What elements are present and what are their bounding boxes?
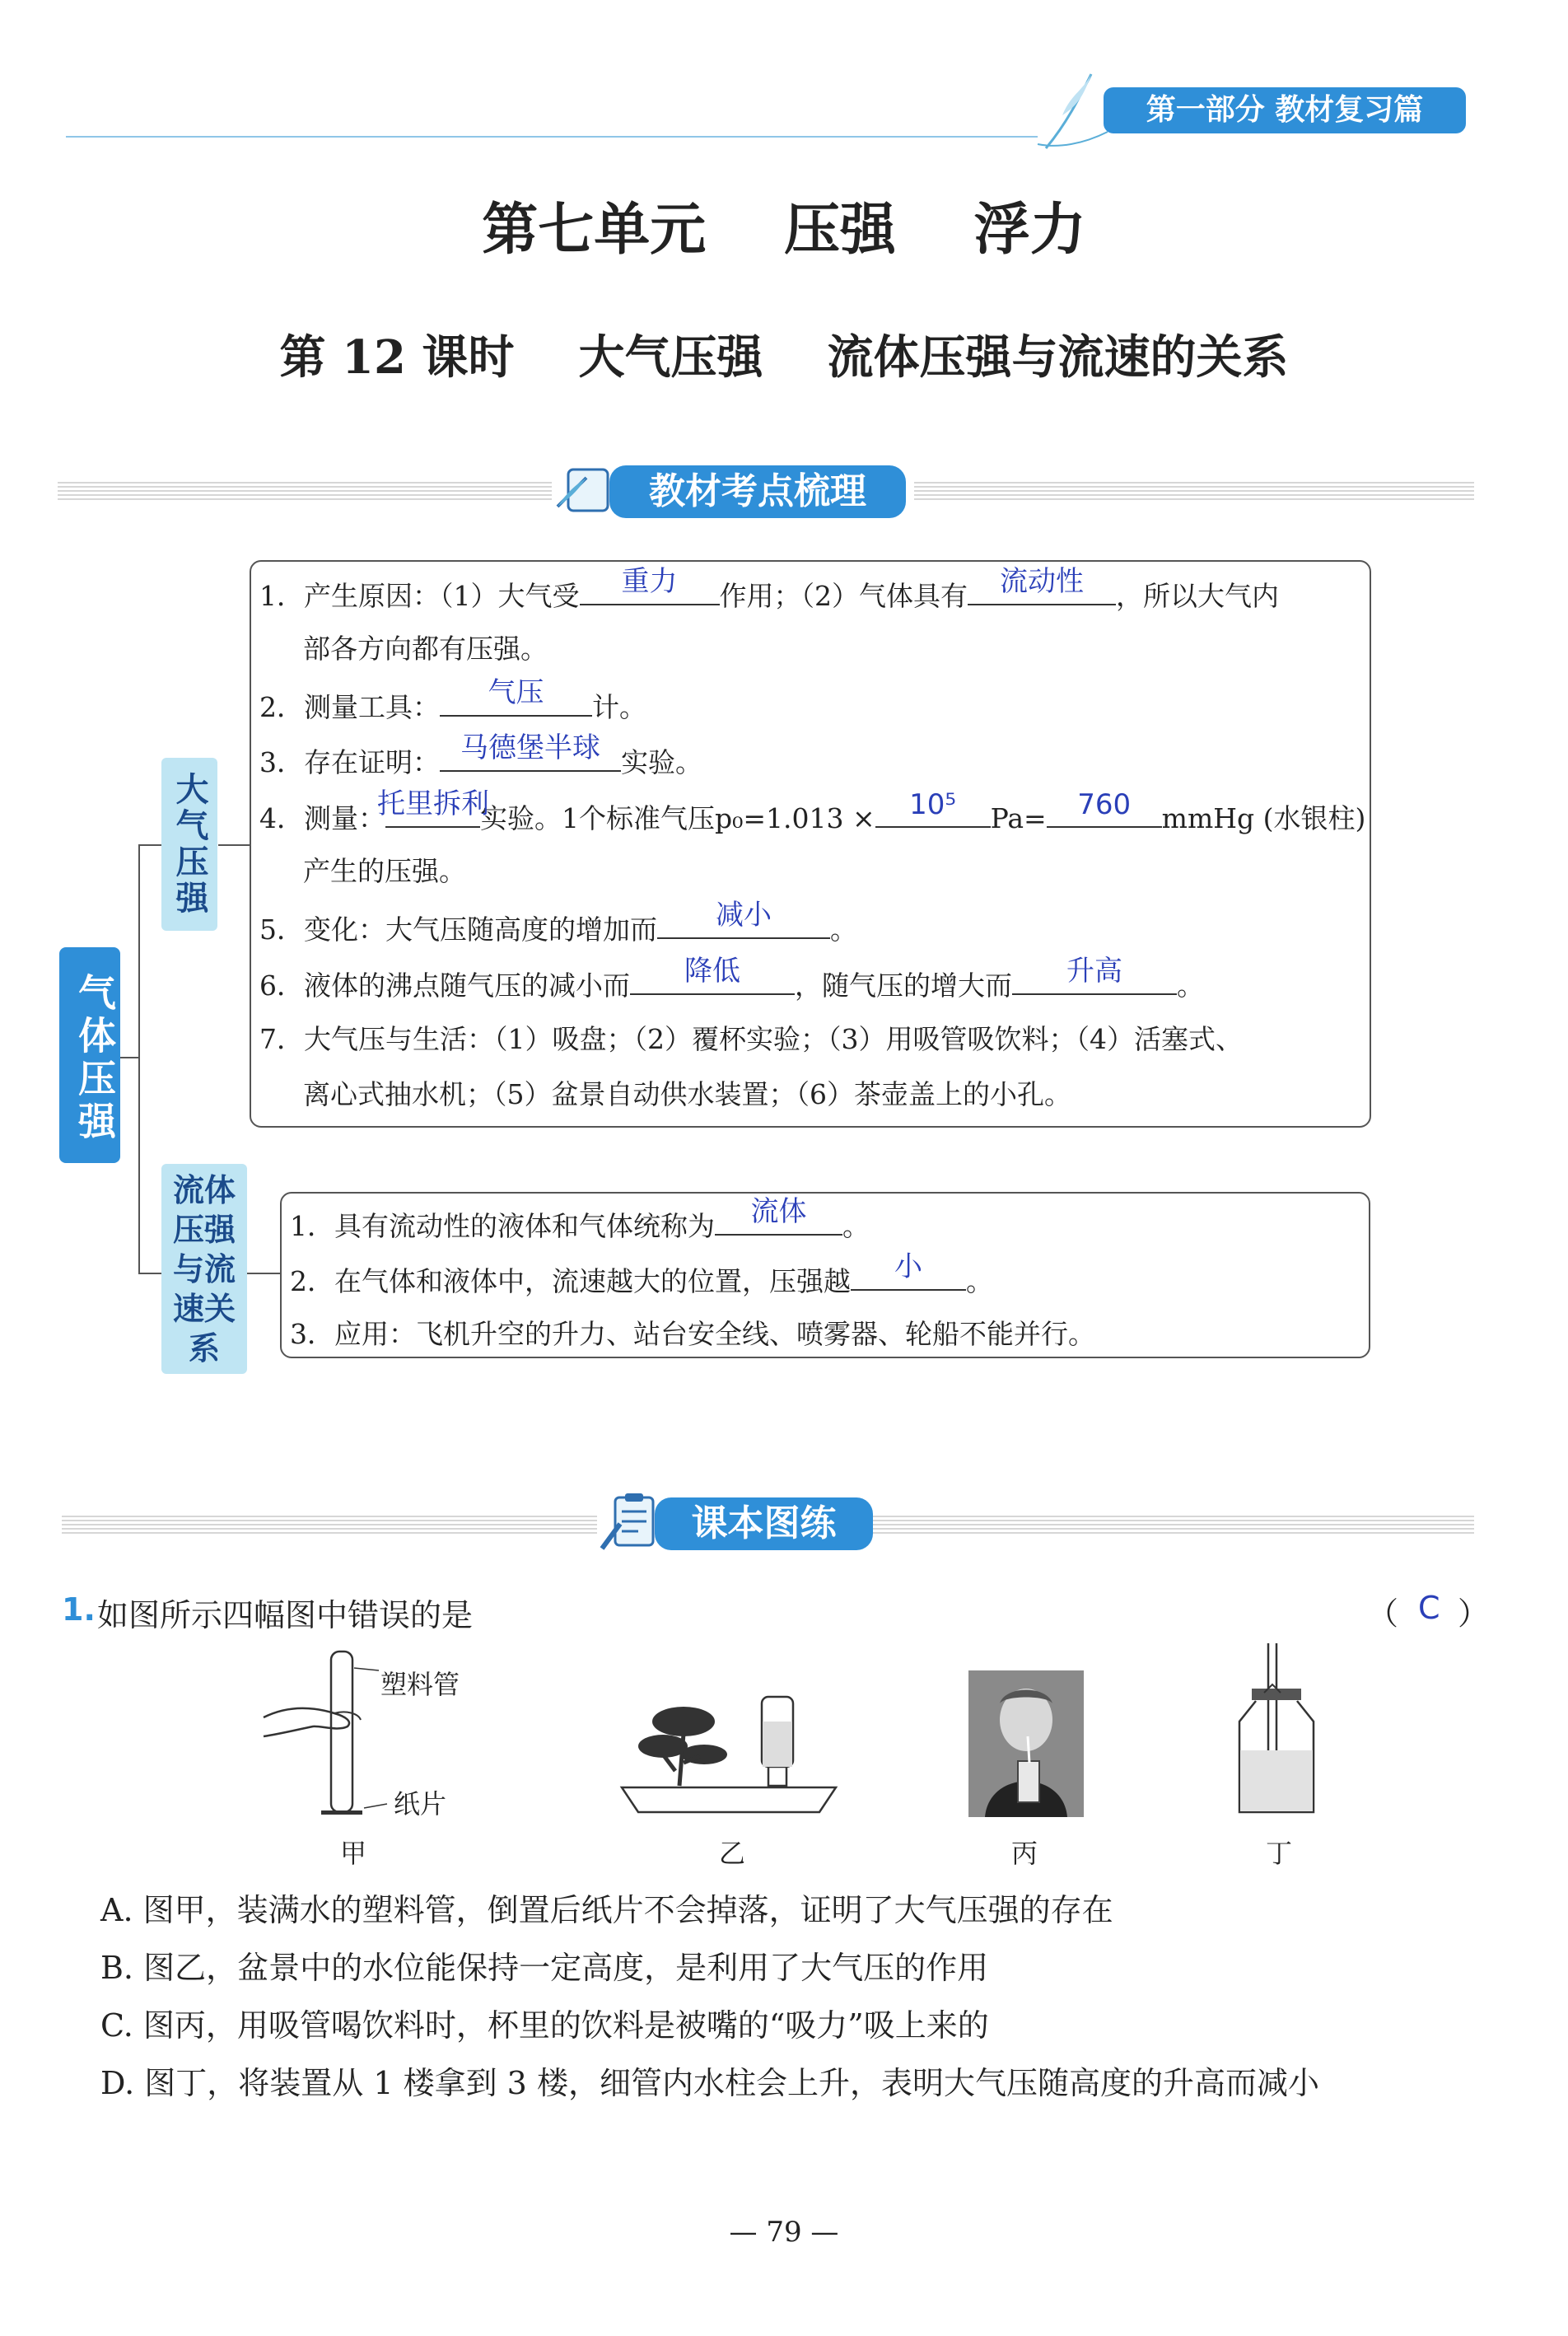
- answer-choice: C: [1418, 1590, 1440, 1626]
- blank-lower: [630, 955, 795, 995]
- blank-torricelli: [377, 787, 489, 828]
- figure-yi-caption: 乙: [719, 1838, 746, 1869]
- section2-dotted-rule-left: [62, 1516, 597, 1534]
- figure-ding-jar-illustration: [1227, 1643, 1326, 1820]
- b2-line2: [290, 1250, 993, 1299]
- b1-l2-text-b: 计。: [592, 691, 646, 723]
- b1-l3-text-a: 3．存在证明：: [259, 746, 440, 778]
- answer-bracket-close: ）: [1458, 1595, 1490, 1632]
- b2-line3: 3．应用：飞机升空的升力、站台安全线、喷雾器、轮船不能并行。: [290, 1318, 1095, 1350]
- blank-mmhg: [1047, 788, 1162, 828]
- section1-title: 教材考点梳理: [649, 470, 866, 512]
- answer-mmhg: 760: [1077, 788, 1132, 821]
- figure-jia-caption: 甲: [340, 1838, 367, 1869]
- b1-l1-text-b: 作用；（2）气体具有: [719, 580, 968, 612]
- b1-line7-cont: 离心式抽水机；（5）盆景自动供水装置；（6）茶壶盖上的小孔。: [303, 1078, 1071, 1110]
- mindmap-branch-fluid: [161, 1164, 247, 1374]
- b1-l2-text-a: 2．测量工具：: [259, 691, 440, 723]
- lesson-title: 第 12 课时 大气压强 流体压强与流速的关系: [279, 330, 1289, 385]
- answer-torricelli: 托里拆利: [377, 787, 489, 820]
- mindmap-branch-fluid-label: 流体压强与流速关系: [173, 1172, 236, 1367]
- mindmap-connector-root: [119, 1057, 140, 1058]
- option-a: A. 图甲，装满水的塑料管，倒置后纸片不会掉落，证明了大气压强的存在: [100, 1892, 1113, 1928]
- option-c: C. 图丙，用吸管喝饮料时，杯里的饮料是被嘴的“吸力”吸上来的: [100, 2007, 989, 2044]
- b1-l6-text-b: ，随气压的增大而: [795, 969, 1012, 1002]
- answer-gravity: 重力: [621, 565, 678, 598]
- answer-fluid: 流体: [750, 1195, 807, 1228]
- b1-l3-text-b: 实验。: [621, 746, 702, 778]
- figure-bing-caption: 丙: [1011, 1838, 1038, 1869]
- answer-exponent: 10⁵: [909, 788, 957, 821]
- section1-title-badge: [609, 465, 906, 518]
- b1-l1-text-a: 1．产生原因：（1）大气受: [259, 580, 580, 612]
- mindmap-root: [59, 947, 120, 1163]
- option-b: B. 图乙，盆景中的水位能保持一定高度，是利用了大气压的作用: [100, 1950, 989, 1986]
- question-number: 1.: [62, 1591, 96, 1628]
- b1-l4-text-c: Pa=: [990, 802, 1047, 834]
- figure-jia-label-paper: 纸片: [394, 1788, 447, 1820]
- section2-dotted-rule-right: [873, 1516, 1474, 1534]
- mindmap-connector-b1-box: [218, 844, 251, 846]
- blank-small: [851, 1250, 966, 1291]
- mindmap-connector-b1: [138, 844, 163, 846]
- answer-barometer: 气压: [488, 676, 544, 709]
- mindmap-root-label: 气体压强: [72, 973, 117, 1144]
- b1-line2: [259, 676, 646, 725]
- b1-l4-text-b: 实验。1个标准气压p₀=1.013 ×: [480, 802, 875, 834]
- mindmap-branch-atmospheric: [161, 758, 217, 931]
- answer-lower: 降低: [684, 955, 740, 988]
- b2-l2-text-b: 。: [966, 1265, 993, 1297]
- answer-higher: 升高: [1066, 955, 1122, 988]
- b1-line4: [259, 787, 1366, 836]
- blank-higher: [1012, 955, 1177, 995]
- b1-line7: 7．大气压与生活：（1）吸盘；（2）覆杯实验；（3）用吸管吸饮料；（4）活塞式、: [259, 1023, 1243, 1055]
- b2-line1: [290, 1195, 870, 1244]
- answer-small: 小: [894, 1250, 922, 1283]
- header-rule: [66, 136, 1038, 138]
- b1-l5-text-a: 5．变化：大气压随高度的增加而: [259, 913, 657, 946]
- section2-title: 课本图练: [691, 1502, 837, 1544]
- b1-l4-text-a: 4．测量：: [259, 802, 385, 834]
- mindmap-connector-vertical: [138, 844, 140, 1273]
- figure-yi-bonsai-illustration: [618, 1689, 840, 1820]
- b1-line1-cont: 部各方向都有压强。: [303, 633, 548, 665]
- blank-decrease: [657, 899, 830, 939]
- b1-l6-text-a: 6．液体的沸点随气压的减小而: [259, 969, 630, 1002]
- figure-ding-caption: 丁: [1266, 1838, 1293, 1869]
- section1-dotted-rule-right: [914, 482, 1474, 500]
- b1-line5: [259, 899, 857, 947]
- blank-gravity: [580, 565, 720, 605]
- section2-title-badge: [655, 1497, 873, 1550]
- blank-barometer: [440, 676, 592, 717]
- section1-dotted-rule-left: [58, 482, 552, 500]
- figure-jia-label-tube: 塑料管: [380, 1669, 460, 1700]
- b1-line4-cont: 产生的压强。: [303, 855, 466, 887]
- mindmap-connector-b2-box: [247, 1273, 280, 1274]
- b1-l1-text-c: ，所以大气内: [1116, 580, 1279, 612]
- b2-l1-text-b: 。: [842, 1210, 870, 1242]
- unit-title: 第七单元 压强 浮力: [482, 197, 1086, 263]
- b1-line3: [259, 731, 702, 780]
- answer-decrease: 减小: [716, 899, 772, 932]
- page-number: — 79 —: [729, 2216, 839, 2249]
- figure-bing-photo: [968, 1670, 1084, 1817]
- blank-fluidity: [968, 565, 1116, 605]
- b2-l1-text-a: 1．具有流动性的液体和气体统称为: [290, 1210, 715, 1242]
- answer-magdeburg: 马德堡半球: [460, 731, 600, 764]
- answer-fluidity: 流动性: [1000, 565, 1084, 598]
- blank-exponent: [875, 788, 991, 828]
- option-d: D. 图丁，将装置从 1 楼拿到 3 楼，细管内水柱会上升，表明大气压随高度的升高而减小: [100, 2065, 1319, 2101]
- clipboard-pencil-icon: [597, 1491, 663, 1553]
- b1-l6-text-c: 。: [1177, 969, 1204, 1002]
- b2-l2-text-a: 2．在气体和液体中，流速越大的位置，压强越: [290, 1265, 851, 1297]
- question-stem: 如图所示四幅图中错误的是: [97, 1597, 474, 1633]
- b1-l5-text-b: 。: [830, 913, 857, 946]
- blank-magdeburg: [440, 731, 621, 772]
- answer-bracket-open: （: [1367, 1595, 1399, 1632]
- blank-fluid: [715, 1195, 842, 1236]
- part-label-text: 第一部分 教材复习篇: [1146, 93, 1424, 127]
- part-label-badge: [1104, 87, 1466, 133]
- mindmap-connector-b2: [138, 1273, 163, 1274]
- mindmap-branch-atmospheric-label: 大气压强: [170, 772, 208, 917]
- b1-l4-text-d: mmHg (水银柱): [1161, 802, 1366, 834]
- b1-line6: [259, 955, 1204, 1003]
- b1-line1: [259, 565, 1279, 614]
